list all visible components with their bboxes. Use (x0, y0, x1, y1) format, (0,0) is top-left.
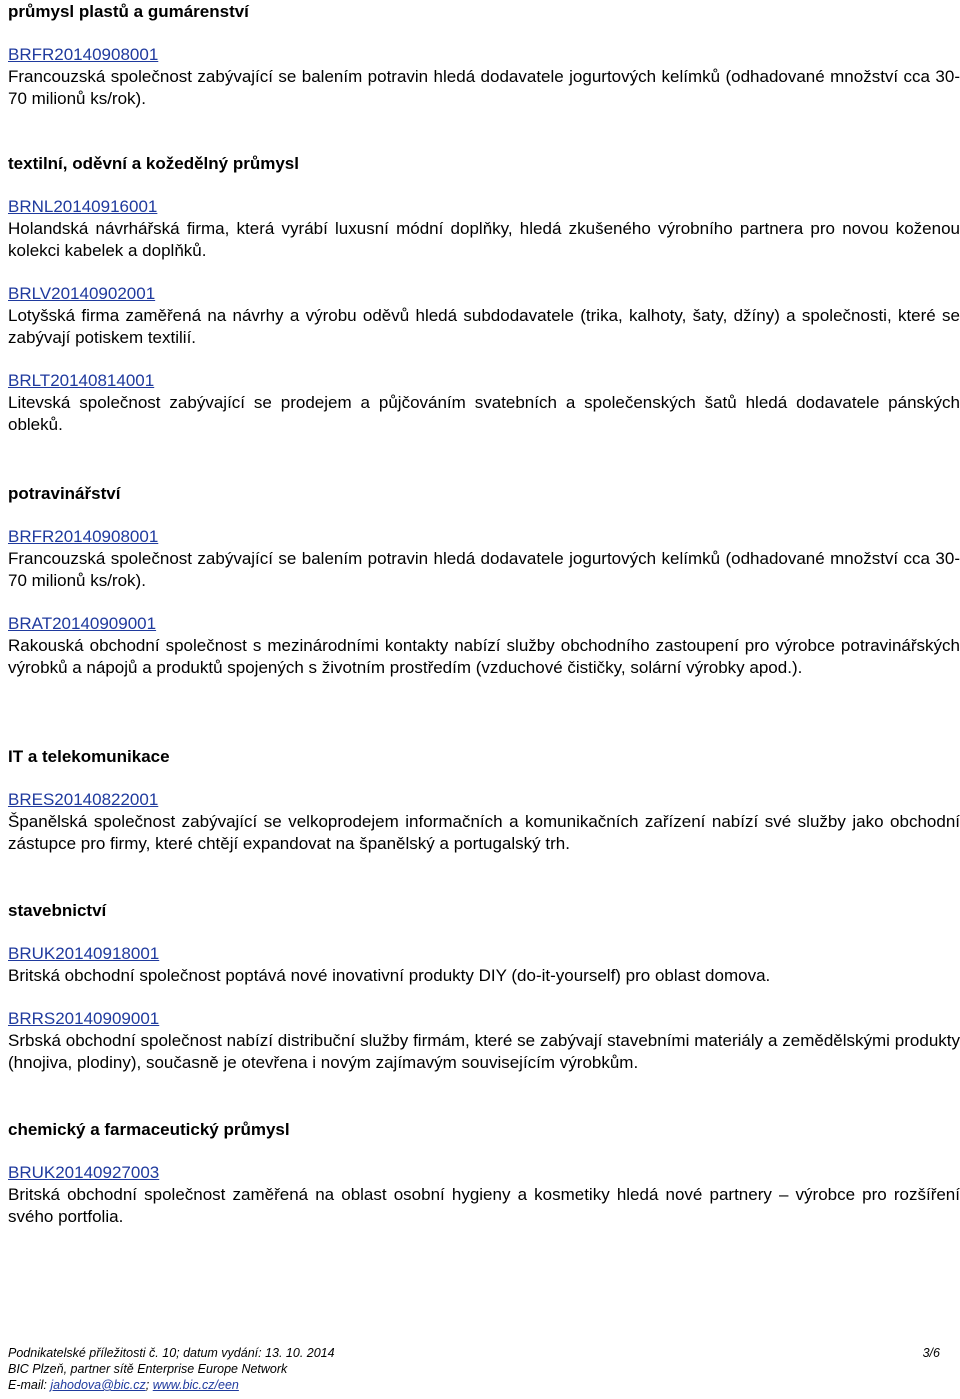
section-food (8, 483, 960, 679)
section-textile (8, 153, 960, 436)
email-label: E-mail: (8, 1378, 51, 1392)
entry-description: Holandská návrhářská firma, která vyrábí luxusní módní doplňky, hledá zkušeného výrobního partnera pro novou koženou kolekci kabelek a doplňků. (8, 219, 960, 260)
entry-description: Španělská společnost zabývající se velkoprodejem informačních a komunikačních zařízení nabízí své služby jako obchodní zástupce pro firmy, které chtějí expandovat na španělský a portugalský trh. (8, 812, 960, 853)
section-construction (8, 900, 960, 1074)
section-title: textilní, oděvní a kožedělný průmysl (8, 154, 299, 173)
list-item (8, 1008, 960, 1074)
entry-code-link[interactable]: BRUK20140918001 (8, 944, 160, 963)
entry-code-link[interactable]: BRUK20140927003 (8, 1163, 160, 1182)
list-item (8, 196, 960, 262)
entry-description: Britská obchodní společnost poptává nové inovativní produkty DIY (do-it-yourself) pro oblast domova. (8, 966, 771, 985)
entry-code-link[interactable]: BRFR20140908001 (8, 45, 159, 64)
list-item (8, 44, 960, 110)
email-link[interactable]: jahodova@bic.cz (50, 1378, 146, 1392)
page-footer (8, 1345, 940, 1393)
entry-code-link[interactable]: BRNL20140916001 (8, 197, 158, 216)
list-item (8, 943, 960, 987)
section-title: průmysl plastů a gumárenství (8, 2, 249, 21)
section-title: chemický a farmaceutický průmysl (8, 1120, 290, 1139)
list-item (8, 613, 960, 679)
list-item (8, 283, 960, 349)
entry-code-link[interactable]: BRRS20140909001 (8, 1009, 160, 1028)
section-title: stavebnictví (8, 901, 107, 920)
entry-description: Rakouská obchodní společnost s mezinárodními kontakty nabízí služby obchodního zastoupení pro výrobce potravinářských výrobků a nápojů a produktů spojených s životním prostředím (vzduchové čističky, solární výrobky apod.). (8, 636, 960, 677)
section-title: IT a telekomunikace (8, 747, 170, 766)
footer-organization: BIC Plzeň, partner sítě Enterprise Europe Network (8, 1362, 288, 1376)
entry-description: Francouzská společnost zabývající se balením potravin hledá dodavatele jogurtových kelímků (odhadované množství cca 30-70 milionů ks/rok). (8, 549, 960, 590)
list-item (8, 789, 960, 855)
entry-code-link[interactable]: BRES20140822001 (8, 790, 159, 809)
section-it (8, 746, 960, 855)
entry-description: Britská obchodní společnost zaměřená na oblast osobní hygieny a kosmetiky hledá nové partnery – výrobce pro rozšíření svého portfolia. (8, 1185, 960, 1226)
section-title: potravinářství (8, 484, 121, 503)
entry-code-link[interactable]: BRFR20140908001 (8, 527, 159, 546)
footer-row-top (8, 1345, 940, 1361)
contact-separator: ; (145, 1378, 153, 1392)
footer-issue-info: Podnikatelské příležitosti č. 10; datum vydání: 13. 10. 2014 (8, 1346, 335, 1360)
entry-description: Litevská společnost zabývající se prodejem a půjčováním svatebních a společenských šatů hledá dodavatele pánských obleků. (8, 393, 960, 434)
section-plastics (8, 1, 960, 110)
list-item (8, 1162, 960, 1228)
list-item (8, 526, 960, 592)
entry-code-link[interactable]: BRLV20140902001 (8, 284, 156, 303)
entry-code-link[interactable]: BRLT20140814001 (8, 371, 155, 390)
website-link[interactable]: www.bic.cz/een (152, 1378, 239, 1392)
section-chemical (8, 1119, 960, 1228)
page-number: 3/6 (922, 1346, 940, 1360)
entry-description: Srbská obchodní společnost nabízí distribuční služby firmám, které se zabývají stavebními materiály a zemědělskými produkty (hnojiva, plodiny), současně je otevřena i novým zajímavým souvisejícím výrobkům. (8, 1031, 960, 1072)
entry-description: Lotyšská firma zaměřená na návrhy a výrobu oděvů hledá subdodavatele (trika, kalhoty, šaty, džíny) a společnosti, které se zabývají potiskem textilií. (8, 306, 960, 347)
list-item (8, 370, 960, 436)
footer-contact (8, 1377, 940, 1393)
entry-code-link[interactable]: BRAT20140909001 (8, 614, 157, 633)
entry-description: Francouzská společnost zabývající se balením potravin hledá dodavatele jogurtových kelímků (odhadované množství cca 30-70 milionů ks/rok). (8, 67, 960, 108)
